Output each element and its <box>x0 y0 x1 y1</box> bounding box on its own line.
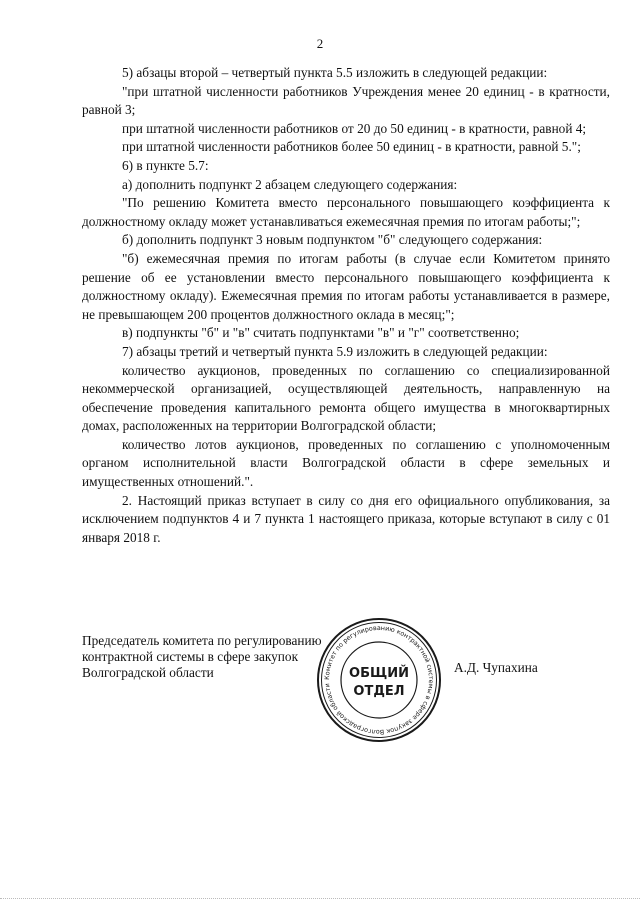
signer-name: А.Д. Чупахина <box>454 660 538 675</box>
stamp-center-line: ОТДЕЛ <box>353 684 405 699</box>
position-line: Председатель комитета по регулированию <box>82 633 322 648</box>
paragraph: при штатной численности работников от 20 до 50 единиц - в кратности, равной 4; <box>122 120 587 136</box>
paragraph: в) подпункты "б" и "в" считать подпунктами "в" и "г" соответственно; <box>122 325 520 341</box>
paragraph: количество аукционов, проведенных по соглашению со специализированной некоммерческой организацией, осуществляющей деятельность, направленную на обеспечение проведения капитального ремонта общего имущества в многоквартирных домах, расположенных на территории Волгоградской области; <box>82 362 610 434</box>
paragraph: 7) абзацы третий и четвертый пункта 5.9 изложить в следующей редакции: <box>122 343 548 359</box>
paragraph: "По решению Комитета вместо персонального повышающего коэффициента к должностному окладу может устанавливаться ежемесячная премия по итогам работы;"; <box>82 195 610 229</box>
paragraph: количество лотов аукционов, проведенных по соглашению с уполномоченным органом исполнительной власти Волгоградской области в сфере земельных и имущественных отношений.". <box>82 436 610 490</box>
position-line: Волгоградской области <box>82 665 214 680</box>
paragraph: при штатной численности работников более 50 единиц - в кратности, равной 5."; <box>122 139 581 155</box>
stamp-outer-textpath: Комитет по регулированию контрактной системы в сфере закупок Волгоградской области <box>322 623 436 737</box>
stamp-center-line: ОБЩИЙ <box>349 666 409 681</box>
page-number: 2 <box>316 36 324 51</box>
official-stamp <box>314 615 444 745</box>
paragraph: 6) в пункте 5.7: <box>122 157 209 173</box>
paragraph: 5) абзацы второй – четвертый пункта 5.5 изложить в следующей редакции: <box>122 65 548 80</box>
paragraph: 2. Настоящий приказ вступает в силу со дня его официального опубликования, за исключением подпунктов 4 и 7 пункта 1 настоящего приказа, которые вступают в силу с 01 января 2018 г. <box>82 492 610 545</box>
scan-edge <box>0 895 640 899</box>
paragraph: б) дополнить подпункт 3 новым подпунктом "б" следующего содержания: <box>122 232 543 248</box>
paragraph: "б) ежемесячная премия по итогам работы (в случае если Комитетом принято решение об ее установлении вместо персонального повышающего коэффициента к должностному окладу). Ежемесячная премия по итогам работы устанавливается в размере, не превышающем 200 процентов должностного оклада в месяц;"; <box>82 250 610 322</box>
paragraph: "при штатной численности работников Учреждения менее 20 единиц - в кратности, равной 3; <box>82 83 610 118</box>
paragraph: а) дополнить подпункт 2 абзацем следующего содержания: <box>122 176 458 192</box>
position-line: контрактной системы в сфере закупок <box>82 649 299 664</box>
document-body <box>82 64 610 547</box>
